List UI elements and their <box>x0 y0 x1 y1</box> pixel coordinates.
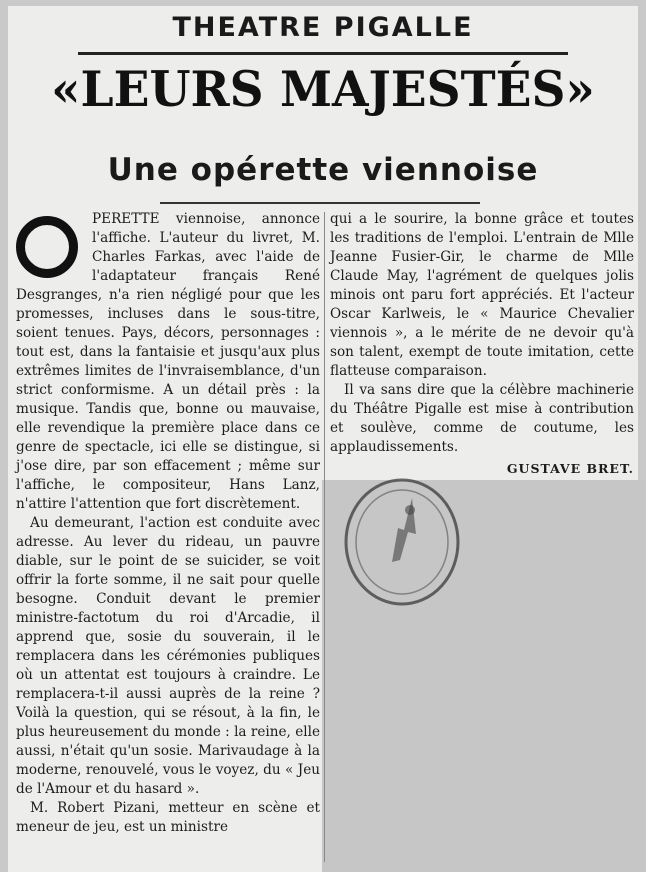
paragraph-3: M. Robert Pizani, metteur en scène et meneur de jeu, est un ministre <box>16 800 320 835</box>
kicker-rule <box>78 52 568 55</box>
article-column-2 <box>330 210 634 478</box>
subhead-rule <box>160 202 480 204</box>
paragraph-lead: PERETTE viennoise, annonce l'affiche. L'auteur du livret, M. Charles Farkas, avec l'aide de l'adaptateur français René Desgranges, n'a rien négligé pour que les promesses, incluses dans le sous-titre, soient tenues. Pays, décors, personnages : tout est, dans la fantaisie et jusqu'aux plus extrêmes limites de l'invraisemblance, d'un strict conformisme. A un détail près : la musique. Tandis que, bonne ou mauvaise, elle revendique la première place dans ce genre de spectacle, ici elle se distingue, si j'ose dire, par son effacement ; même sur l'affiche, le compositeur, Hans Lanz, n'attire l'attention que fort discrètement. <box>16 211 320 512</box>
article-column-1 <box>16 210 320 837</box>
paragraph-2: Au demeurant, l'action est conduite avec adresse. Au lever du rideau, un pauvre diable, sur le point de se suicider, se voit offrir la forte somme, il ne sait pour quelle besogne. Conduit devant le premier ministre-factotum du roi d'Arcadie, il apprend que, sosie du souverain, il le remplacera dans les cérémonies publiques où un attentat est toujours à craindre. Le remplacera-t-il aussi auprès de la reine ? Voilà la question, qui se résout, à la fin, le plus heureusement du monde : la reine, elle aussi, n'était qu'un sosie. Marivaudage à la moderne, renouvelé, vous le voyez, du « Jeu de l'Amour et du hasard ». <box>16 515 320 797</box>
paragraph-continued: qui a le sourire, la bonne grâce et toutes les traditions de l'emploi. L'entrain de Mlle Jeanne Fusier-Gir, le charme de Mlle Claude May, l'agrément de quelques jolis minois ont paru fort appréciés. Et l'acteur Oscar Karlweis, le « Maurice Chevalier viennois », a le mérite de ne devoir qu'à son talent, exempt de toute imitation, cette flatteuse comparaison. <box>330 211 634 379</box>
author-signature: GUSTAVE BRET. <box>506 461 634 476</box>
subhead: Une opérette viennoise <box>107 152 539 188</box>
library-stamp <box>338 470 462 610</box>
dropcap-o <box>16 210 92 280</box>
column-divider <box>324 212 325 862</box>
theatre-kicker: THEATRE PIGALLE <box>172 12 474 43</box>
headline: «LEURS MAJESTÉS» <box>51 60 595 118</box>
paragraph-final: Il va sans dire que la célèbre machinerie du Théâtre Pigalle est mise à contribution et soulève, comme de coutume, les applaudissements. <box>330 382 634 455</box>
dropcap-letter <box>16 216 78 278</box>
